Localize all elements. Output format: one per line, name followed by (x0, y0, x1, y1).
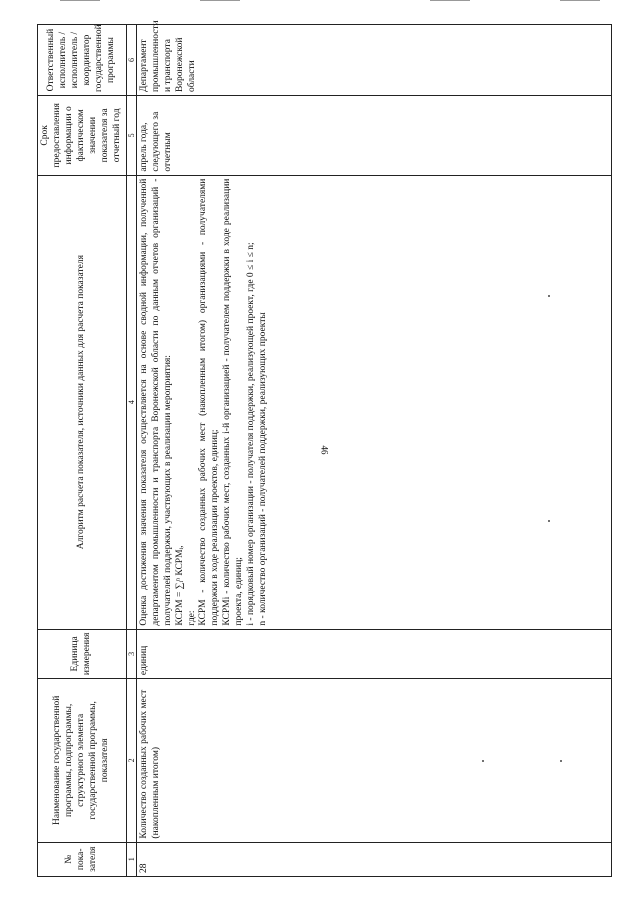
indicator-table (37, 20, 612, 877)
scan-edge-mark (200, 0, 240, 1)
table-row (137, 25, 612, 877)
header-responsible: Ответственный исполнитель / исполнитель / координатор государственной программы (38, 25, 127, 96)
deadline-cell: апрель года, следующего за отчетным (137, 96, 612, 176)
header-row (38, 25, 127, 877)
scan-edge-mark (60, 0, 100, 1)
index-cell: 1 (127, 842, 137, 876)
scan-edge-mark (430, 0, 470, 1)
header-name: Наименование государственной программы, подпрограммы, структурного элемента государственной программы, показателя (38, 679, 127, 843)
algorithm-line: КСРМi - количество рабочих мест, созданных i-й организацией - получателем поддержки в ходе реализации проекта, единиц; (222, 178, 244, 626)
rotated-table-container (37, 20, 635, 877)
algorithm-line: i - порядковый номер организации - получателя поддержки, реализующей проект, где 0 ≤ i ≤ n; (245, 242, 256, 626)
algorithm-cell (137, 175, 612, 629)
indicator-name: Количество созданных рабочих мест (накопленным итогом) (137, 679, 612, 843)
header-number: № пока-зателя (38, 842, 127, 876)
index-cell: 4 (127, 175, 137, 629)
scan-speck (482, 760, 484, 762)
algorithm-line: где: (186, 610, 197, 626)
scan-speck (560, 760, 562, 762)
scan-speck (548, 520, 550, 522)
index-cell: 2 (127, 679, 137, 843)
column-index-row (127, 25, 137, 877)
row-number: 28 (137, 842, 612, 876)
index-cell: 3 (127, 629, 137, 678)
header-algorithm: Алгоритм расчета показателя, источники данных для расчета показателя (38, 175, 127, 629)
index-cell: 6 (127, 25, 137, 96)
header-deadline: Срок предоставления информации о фактическом значении показателя за отчетный год (38, 96, 127, 176)
algorithm-line: Оценка достижения значения показателя осуществляется на основе сводной информации, полученной департаментом промышленности и транспорта Воронежской области по данным отчетов организаций - получателей поддержки, участвующих в реализации мероприятия: (139, 178, 173, 626)
header-unit: Единица измерения (38, 629, 127, 678)
page-number: 46 (319, 445, 330, 455)
algorithm-line: КСРМ - количество созданных рабочих мест (накопленным итогом) организациями - получателями поддержки в ходе реализации проектов, единиц; (198, 178, 221, 626)
scan-speck (548, 295, 550, 297)
formula-line: КСРМ = ∑ᵢⁿ КСРМᵢ, (174, 545, 185, 626)
algorithm-line: n - количество организаций - получателей поддержки, реализующих проекты (257, 312, 268, 626)
unit-cell: единиц (137, 629, 612, 678)
scan-edge-mark (560, 0, 600, 1)
index-cell: 5 (127, 96, 137, 176)
responsible-cell: Департамент промышленности и транспорта Воронежской области (137, 25, 612, 96)
